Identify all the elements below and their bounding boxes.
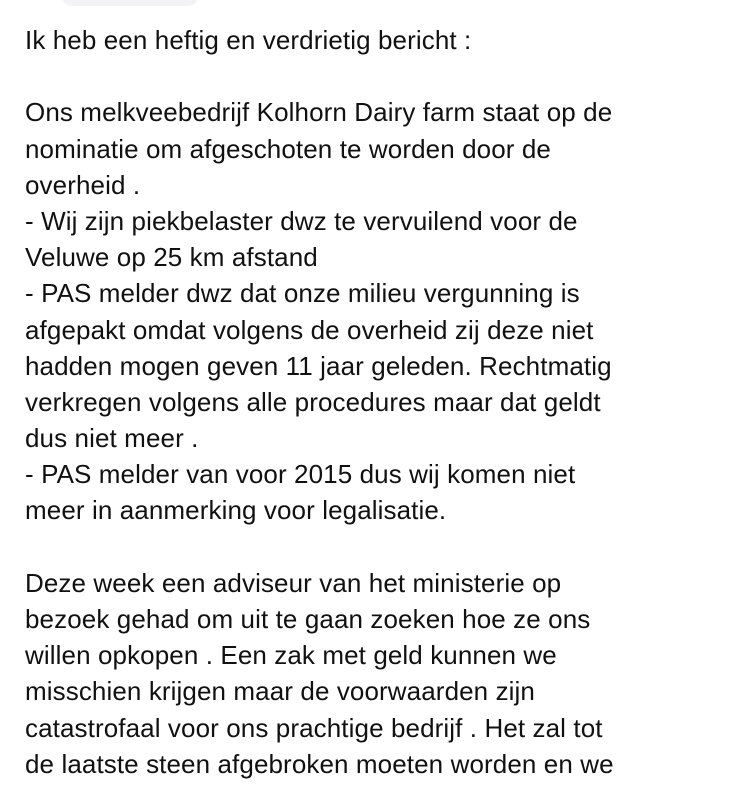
blank-line [25,529,741,565]
post-line: de laatste steen afgebroken moeten worden en we [25,748,614,779]
top-element-partial [62,0,198,6]
post-line: bezoek gehad om uit te gaan zoeken hoe ze ons [25,604,591,634]
post-line: afgepakt omdat volgens de overheid zij deze niet [25,314,594,345]
post-line: hadden mogen geven 11 jaar geleden. Rechtmatig [25,350,612,381]
post-line: Veluwe op 25 km afstand [25,242,318,273]
post-line: willen opkopen . Een zak met geld kunnen we [25,640,557,671]
post-line: Ik heb een heftig en verdrietig bericht : [25,25,472,55]
post-line: meer in aanmerking voor legalisatie. [25,495,447,526]
post-line: misschien krijgen maar de voorwaarden zijn [25,676,535,707]
blank-line [25,58,741,94]
post-line: nominatie om afgeschoten te worden door de [25,133,551,164]
post-line: verkregen volgens alle procedures maar dat geldt [25,386,601,417]
post-line: Deze week een adviseur van het ministerie op [25,567,562,598]
post-line: dus niet meer . [25,423,199,454]
post-line: overheid . [25,169,141,200]
post-line: catastrofaal voor ons prachtige bedrijf . Het zal tot [25,712,603,743]
post-text [25,22,741,782]
post-line: - PAS melder van voor 2015 dus wij komen niet [25,459,576,490]
post-line: - PAS melder dwz dat onze milieu vergunning is [25,278,580,309]
post-line: Ons melkveebedrijf Kolhorn Dairy farm staat op de [25,97,613,128]
post-line: - Wij zijn piekbelaster dwz te vervuilend voor de [25,205,578,236]
